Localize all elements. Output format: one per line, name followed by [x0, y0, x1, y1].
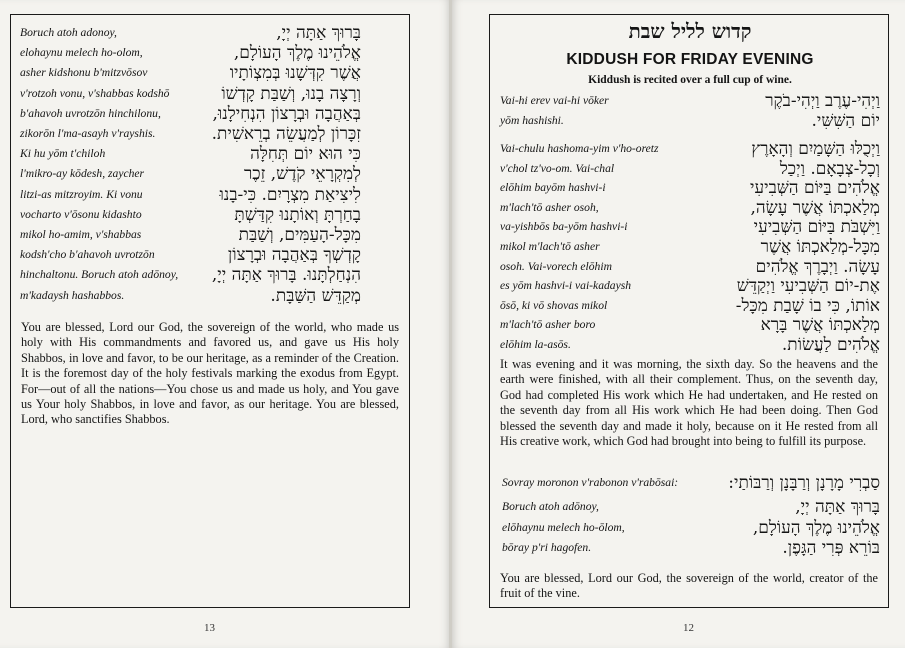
hebrew-text: זִכָּרוֹן לְמַעֲשֵׂה בְרֵאשִׁית. [211, 124, 361, 144]
prayer-line [11, 205, 411, 227]
transliteration: Boruch atoh adōnoy, [502, 500, 599, 513]
prayer-line [490, 91, 890, 113]
prayer-line [11, 84, 411, 106]
hebrew-text: קָדְשְׁךָ בְּאַהֲבָה וּבְרָצוֹן [227, 245, 361, 266]
prayer-line [490, 538, 890, 560]
prayer-line [11, 245, 411, 267]
transliteration: l'mikro-ay kōdesh, zaycher [20, 167, 145, 181]
transliteration: v'rotzoh vonu, v'shabbas kodshō [20, 86, 170, 100]
hebrew-text: בָּרוּךְ אַתָּה יְיָ, [795, 497, 880, 517]
transliteration: litzi-as mitzroyim. Ki vonu [20, 187, 143, 201]
prayer-line [11, 63, 411, 85]
hebrew-text: מִכָּל-הָעַמִּים, וְשַׁבַּת [238, 225, 361, 245]
transliteration: m'lach'tō asher boro [500, 318, 596, 332]
prayer-line [11, 23, 411, 45]
transliteration: yōm hashishi. [500, 114, 564, 127]
left-text-frame [10, 14, 410, 608]
hebrew-text: וַיְהִי-עֶרֶב וַיְהִי-בֹקֶר [765, 91, 880, 111]
transliteration: elohaynu melech ho-olom, [20, 46, 143, 60]
prayer-line [490, 497, 890, 519]
hebrew-text: לְמִקְרָאֵי קֹדֶשׁ, זֵכֶר [243, 164, 361, 185]
hebrew-text: יוֹם הַשִּׁשִּׁי. [811, 111, 880, 131]
transliteration: Vai-hi erev vai-hi vōker [500, 94, 609, 107]
prayer-line [490, 518, 890, 540]
transliteration: osoh. Vai-vorech elōhim [500, 259, 612, 273]
prayer-line [11, 43, 411, 65]
hebrew-text: וְכָל-צְבָאָם. וַיְכַל [779, 158, 880, 179]
transliteration: elōhaynu melech ho-ōlom, [502, 520, 625, 534]
transliteration: Ki hu yōm t'chiloh [20, 147, 106, 161]
hebrew-text: מְקַדֵּשׁ הַשַּׁבָּת. [270, 285, 361, 306]
hebrew-text: כִּי הוּא יוֹם תְּחִלָּה [250, 144, 361, 165]
transliteration: b'ahavoh uvrotzōn hinchilonu, [20, 106, 161, 120]
transliteration: elōhim la-asōs. [500, 338, 571, 351]
prayer-line [11, 104, 411, 126]
kiddush-instruction: Kiddush is recited over a full cup of wine. [588, 74, 792, 86]
left-translation: You are blessed, Lord our God, the sovereign of the world, who made us holy with His commandments and favored us, and gave us His holy Shabbos, in love and favor, to be our heritage, as a reminder of the Creation. It is the foremost day of the holy festivals marking the exodus from Egypt. For—out of all the nations—You chose us and made us holy, and You gave us Your holy Shabbos, in love and favor, as our heritage. You are blessed, Lord, who sanctifies Shabbos. [21, 320, 399, 427]
right-page [452, 0, 905, 648]
prayer-line [11, 225, 411, 247]
hebrew-text: וַיִּשְׁבֹּת בַּיּוֹם הַשְּׁבִיעִי [753, 217, 880, 238]
transliteration: Vai-chulu hashoma-yim v'ho-oretz [500, 142, 659, 155]
title-hebrew: קדוש לליל שבת [628, 19, 752, 43]
hebrew-text: בָחַרְתָּ וְאוֹתָנוּ קִדַּשְׁתָּ [234, 204, 361, 225]
prayer-line [490, 111, 890, 133]
hebrew-text: אֱלֹהִים בַּיּוֹם הַשְּׁבִיעִי [750, 178, 880, 199]
savri-transliteration: Sovray moronon v'rabonon v'rabōsai: [502, 476, 679, 489]
prayer-line [11, 144, 411, 166]
hebrew-text: מְלַאכְתּוֹ אֲשֶׁר בָּרָא [760, 315, 880, 336]
savri-line [490, 473, 890, 495]
hebrew-text: וַיְכֻלּוּ הַשָּׁמַיִם וְהָאָרֶץ [751, 139, 880, 159]
hebrew-text: בּוֹרֵא פְּרִי הַגָּפֶן. [782, 538, 880, 558]
hebrew-text: מְלַאכְתּוֹ אֲשֶׁר עָשָׂה, [750, 197, 880, 218]
transliteration: bōray p'ri hagofen. [502, 541, 592, 554]
hebrew-text: וְרָצָה בָנוּ, וְשַׁבַּת קָדְשׁוֹ [221, 83, 361, 104]
transliteration: kodsh'cho b'ahavoh uvrotzōn [20, 248, 155, 262]
hebrew-text: מִכָּל-מְלַאכְתּוֹ אֲשֶׁר [760, 237, 880, 257]
transliteration: zikorōn l'ma-asayh v'rayshis. [20, 127, 156, 140]
hebrew-text: אֱלֹהִים לַעֲשׂוֹת. [781, 335, 880, 355]
right-text-frame [489, 14, 889, 608]
hebrew-text: בָּרוּךְ אַתָּה יְיָ, [276, 23, 361, 43]
transliteration: mikol m'lach'tō asher [500, 240, 600, 253]
hebrew-text: אֱלֹהֵינוּ מֶלֶךְ הָעוֹלָם, [233, 43, 361, 64]
title-english: KIDDUSH FOR FRIDAY EVENING [566, 51, 814, 68]
transliteration: v'chol tz'vo-om. Vai-chal [500, 161, 615, 175]
prayer-line [11, 286, 411, 308]
hebrew-text: בְּאַהֲבָה וּבְרָצוֹן הִנְחִילָנוּ, [212, 103, 361, 124]
prayer-line [490, 335, 890, 357]
transliteration: hinchaltonu. Boruch atoh adōnoy, [20, 268, 179, 282]
transliteration: asher kidshonu b'mitzvōsov [20, 66, 148, 80]
hebrew-text: לִיצִיאַת מִצְרָיִם. כִּי-בָנוּ [219, 184, 361, 205]
transliteration: mikol ho-amim, v'shabbas [20, 228, 142, 241]
hebrew-text: אֶת-יוֹם הַשְּׁבִיעִי וַיְקַדֵּשׁ [736, 276, 880, 297]
hebrew-text: אֱלֹהֵינוּ מֶלֶךְ הָעוֹלָם, [752, 517, 880, 538]
savri-hebrew: סַבְרִי מָרָנָן וְרַבָּנָן וְרַבּוֹתַי: [728, 473, 880, 493]
prayer-line [11, 124, 411, 146]
hebrew-text: אוֹתוֹ, כִּי בוֹ שָׁבַת מִכָּל- [735, 295, 880, 316]
hebrew-text: הִנְחַלְתָּנוּ. בָּרוּךְ אַתָּה יְיָ, [211, 265, 361, 286]
hebrew-text: אֲשֶׁר קִדְּשָׁנוּ בְּמִצְוֹתָיו [229, 63, 361, 84]
transliteration: Boruch atoh adonoy, [20, 26, 117, 39]
transliteration: m'lach'tō asher osoh, [500, 200, 599, 214]
prayer-line [11, 185, 411, 207]
transliteration: vocharto v'ōsonu kidashto [20, 207, 142, 221]
prayer-line [11, 164, 411, 186]
right-translation-2: You are blessed, Lord our God, the sovereign of the world, creator of the fruit of the vine. [500, 571, 878, 601]
transliteration: va-yishbōs ba-yōm hashvi-i [500, 220, 628, 234]
transliteration: elōhim bayōm hashvi-i [500, 181, 606, 195]
prayer-line [11, 265, 411, 287]
transliteration: ōsō, ki vō shovas mikol [500, 298, 608, 312]
left-page [0, 0, 450, 648]
page-number-left: 13 [204, 622, 215, 634]
page-number-right: 12 [683, 622, 694, 634]
transliteration: es yōm hashvi-i vai-kadaysh [500, 279, 632, 293]
transliteration: m'kadaysh hashabbos. [20, 288, 125, 302]
hebrew-text: עָשָׂה. וַיְבָרֶךְ אֱלֹהִים [755, 256, 880, 277]
right-translation-1: It was evening and it was morning, the sixth day. So the heavens and the earth were finished, with all their complement. Thus, on the seventh day, God had completed His work which He had undertaken, and He rested on the seventh day from all His work which He had been doing. Then God blessed the seventh day and made it holy, because on it He rested from all His creative work, which God had brought into being to fulfill its purpose. [500, 357, 878, 449]
